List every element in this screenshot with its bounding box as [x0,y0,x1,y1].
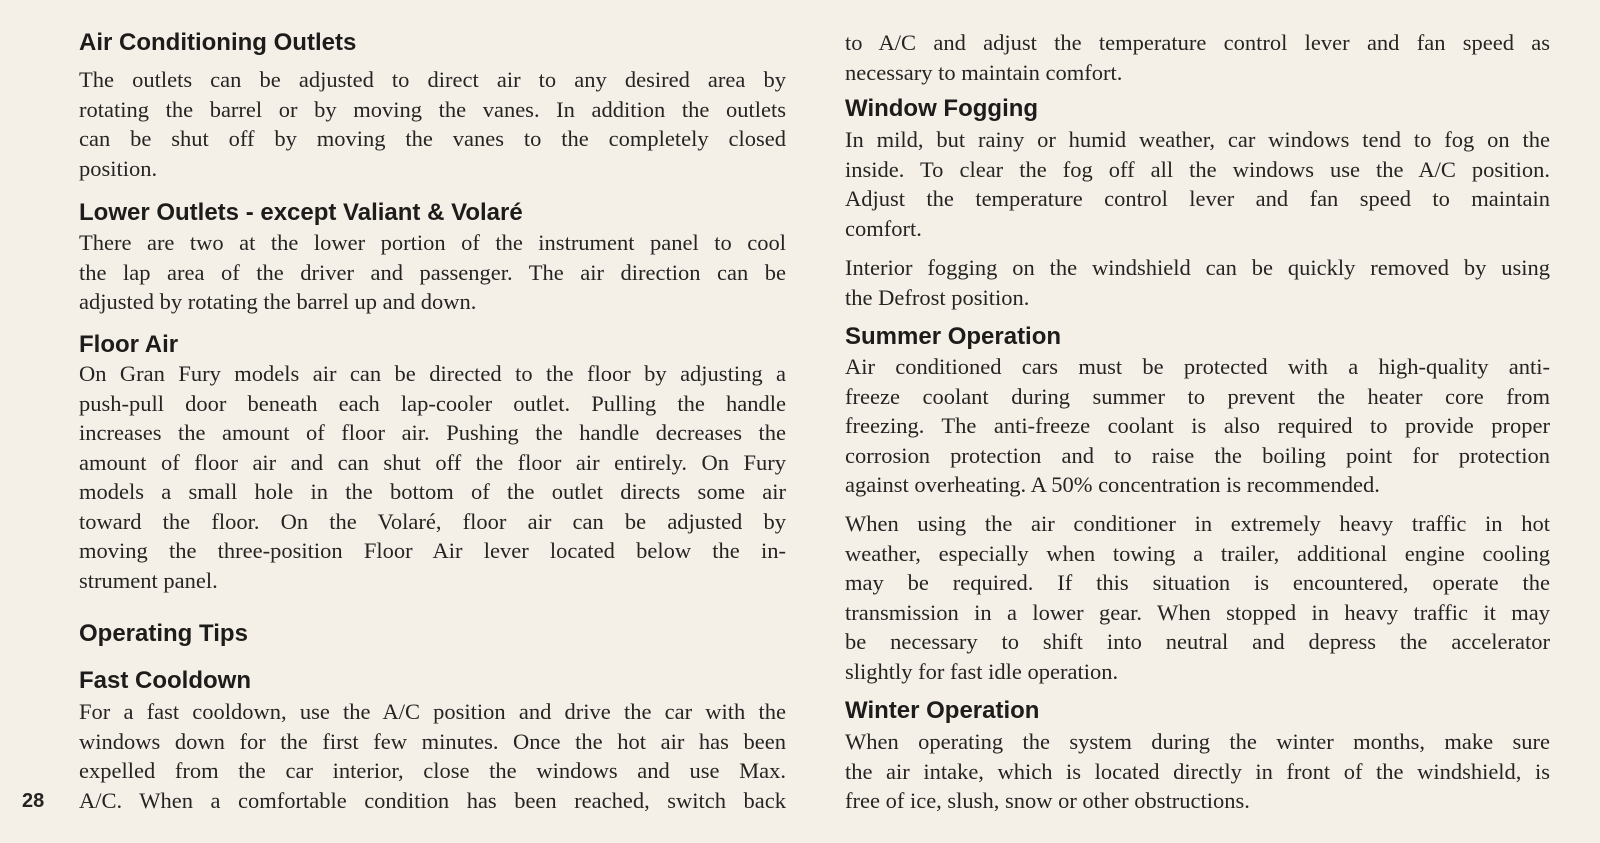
section-heading-window-fogging: Window Fogging [845,95,1039,122]
text-line: the air intake, which is located directly in front of the windshield, is [845,758,1550,784]
section-heading-floor-air: Floor Air [79,331,179,358]
text-line: On Gran Fury models air can be directed to the floor by adjusting a [79,361,786,386]
text-line: freezing. The anti-freeze coolant is also required to provide proper [845,413,1550,438]
text-line: adjusted by rotating the barrel up and down. [79,289,477,314]
text-line: to A/C and adjust the temperature control lever and fan speed as [845,30,1550,55]
text-line: position. [79,155,158,181]
text-line: toward the floor. On the Volaré, floor air can be adjusted by [79,508,786,534]
text-line: corrosion protection and to raise the boiling point for protection [845,442,1550,468]
text-line: When using the air conditioner in extremely heavy traffic in hot [845,511,1550,536]
section-heading-winter-operation: Winter Operation [845,697,1040,724]
text-line: amount of floor air and can shut off the floor air entirely. On Fury [79,449,786,475]
text-line: slightly for fast idle operation. [845,658,1119,684]
paragraph [79,697,786,815]
section-heading-summer-operation: Summer Operation [845,323,1062,350]
section-heading-air-conditioning-outlets: Air Conditioning Outlets [79,29,357,56]
section-heading-operating-tips: Operating Tips [79,620,248,647]
paragraph [79,359,786,595]
paragraph [845,253,1550,312]
text-line: A/C. When a comfortable condition has been reached, switch back [79,787,786,813]
text-line: When operating the system during the winter months, make sure [845,729,1550,754]
text-line: Adjust the temperature control lever and fan speed to maintain [845,186,1550,211]
text-line: inside. To clear the fog off all the windows use the A/C position. [845,156,1550,182]
text-line: necessary to maintain comfort. [845,59,1123,85]
paragraph [845,509,1550,686]
text-line: expelled from the car interior, close the windows and use Max. [79,758,786,783]
page-number: 28 [22,790,45,812]
text-line: freeze coolant during summer to prevent the heater core from [845,383,1550,409]
text-line: Air conditioned cars must be protected with a high-quality anti- [845,354,1550,379]
text-line: In mild, but rainy or humid weather, car windows tend to fog on the [845,127,1550,152]
text-line: strument panel. [79,567,218,593]
paragraph [845,352,1550,500]
text-line: against overheating. A 50% concentration is recommended. [845,472,1380,497]
text-line: There are two at the lower portion of the instrument panel to cool [79,230,786,255]
paragraph [79,65,786,183]
paragraph [845,28,1550,87]
text-line: Interior fogging on the windshield can be quickly removed by using [845,255,1550,280]
text-line: free of ice, slush, snow or other obstructions. [845,788,1250,813]
text-line: the Defrost position. [845,284,1030,310]
text-line: weather, especially when towing a trailer, additional engine cooling [845,540,1550,566]
text-line: windows down for the first few minutes. Once the hot air has been [79,728,786,754]
text-line: rotating the barrel or by moving the vanes. In addition the outlets [79,96,786,122]
text-line: the lap area of the driver and passenger. The air direction can be [79,259,786,285]
text-line: increases the amount of floor air. Pushing the handle decreases the [79,420,786,445]
text-line: be necessary to shift into neutral and depress the accelerator [845,629,1550,654]
text-line: moving the three-position Floor Air lever located below the in- [79,538,786,563]
text-line: The outlets can be adjusted to direct air to any desired area by [79,67,786,92]
text-line: push-pull door beneath each lap-cooler outlet. Pulling the handle [79,390,786,416]
text-line: comfort. [845,215,922,241]
text-line: transmission in a lower gear. When stopped in heavy traffic it may [845,599,1550,625]
paragraph [845,125,1550,243]
text-line: models a small hole in the bottom of the outlet directs some air [79,479,786,504]
text-line: can be shut off by moving the vanes to the completely closed [79,126,786,151]
text-line: may be required. If this situation is encountered, operate the [845,570,1550,595]
paragraph [845,727,1550,816]
section-heading-fast-cooldown: Fast Cooldown [79,667,251,694]
section-heading-lower-outlets-except-valiant-volar: Lower Outlets - except Valiant & Volaré [79,199,523,226]
text-line: For a fast cooldown, use the A/C position and drive the car with the [79,699,786,724]
paragraph [79,228,786,317]
